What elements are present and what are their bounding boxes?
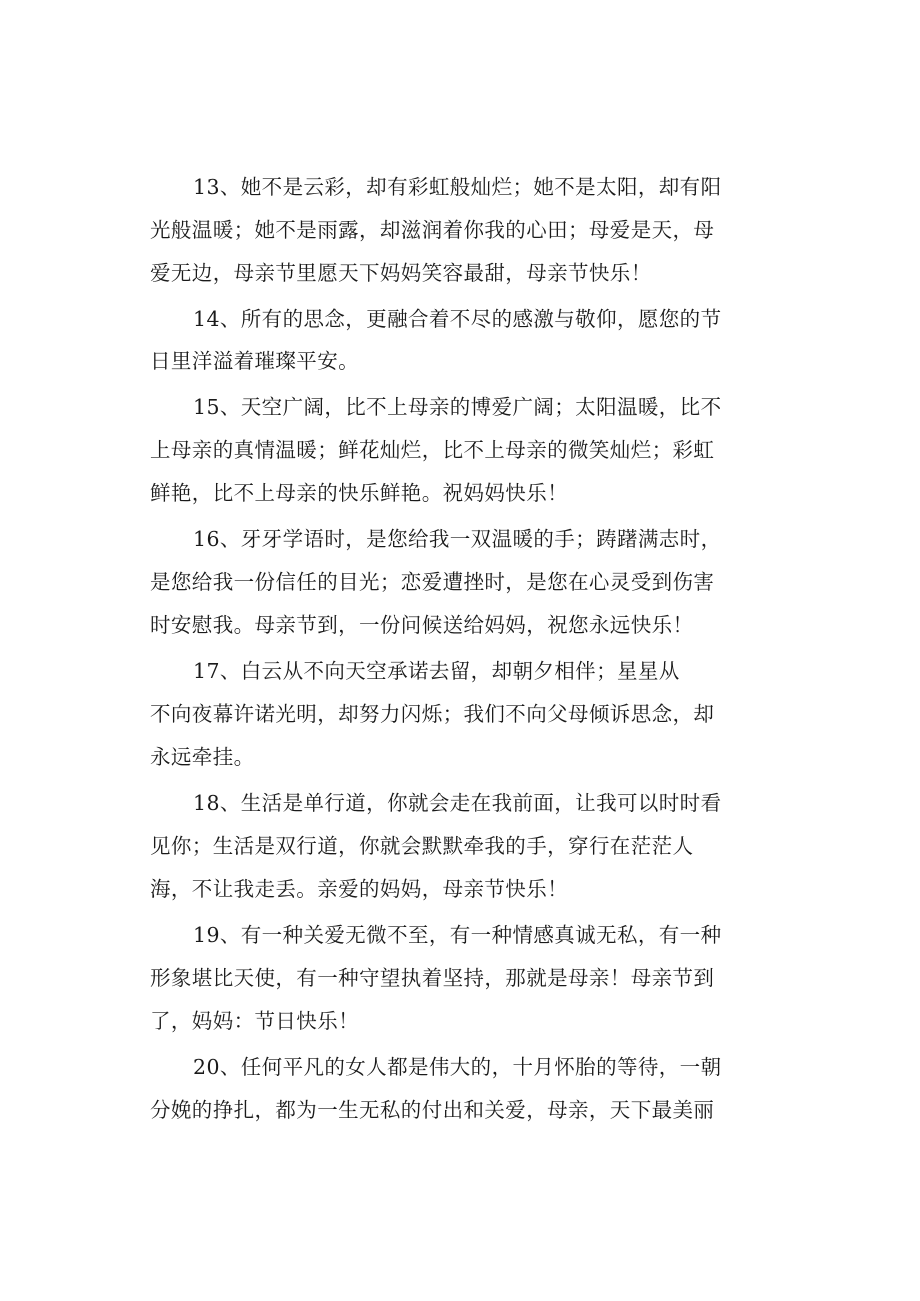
text-line: 是您给我一份信任的目光；恋爱遭挫时，是您在心灵受到伤害 <box>150 570 715 594</box>
text-line: 不向夜幕许诺光明，却努力闪烁；我们不向父母倾诉思念，却 <box>150 702 715 726</box>
text-line: 了，妈妈：节日快乐！ <box>150 1009 359 1033</box>
text-line: 见你；生活是双行道，你就会默默牵我的手，穿行在茫茫人 <box>150 834 694 858</box>
text-line: 14、所有的思念，更融合着不尽的感激与敬仰，愿您的节 <box>193 307 722 331</box>
text-line: 永远牵挂。 <box>150 745 255 769</box>
text-line: 18、生活是单行道，你就会走在我前面，让我可以时时看 <box>193 791 722 815</box>
text-line: 20、任何平凡的女人都是伟大的，十月怀胎的等待，一朝 <box>193 1055 722 1079</box>
text-line: 15、天空广阔，比不上母亲的博爱广阔；太阳温暖，比不 <box>193 395 722 419</box>
text-line: 海，不让我走丢。亲爱的妈妈，母亲节快乐！ <box>150 877 568 901</box>
text-line: 鲜艳，比不上母亲的快乐鲜艳。祝妈妈快乐！ <box>150 481 568 505</box>
text-line: 光般温暖；她不是雨露，却滋润着你我的心田；母爱是天，母 <box>150 218 715 242</box>
text-line: 17、白云从不向天空承诺去留，却朝夕相伴；星星从 <box>193 659 680 683</box>
text-line: 日里洋溢着璀璨平安。 <box>150 349 359 373</box>
text-line: 爱无边，母亲节里愿天下妈妈笑容最甜，母亲节快乐！ <box>150 261 652 285</box>
text-line: 19、有一种关爱无微不至，有一种情感真诚无私，有一种 <box>193 923 722 947</box>
text-line: 分娩的挣扎，都为一生无私的付出和关爱，母亲，天下最美丽 <box>150 1098 715 1122</box>
text-line: 形象堪比天使，有一种守望执着坚持，那就是母亲！母亲节到 <box>150 966 715 990</box>
text-line: 13、她不是云彩，却有彩虹般灿烂；她不是太阳，却有阳 <box>193 175 722 199</box>
text-line: 上母亲的真情温暖；鲜花灿烂，比不上母亲的微笑灿烂；彩虹 <box>150 438 715 462</box>
text-line: 16、牙牙学语时，是您给我一双温暖的手；踌躇满志时， <box>193 527 722 551</box>
text-line: 时安慰我。母亲节到，一份问候送给妈妈，祝您永远快乐！ <box>150 613 694 637</box>
